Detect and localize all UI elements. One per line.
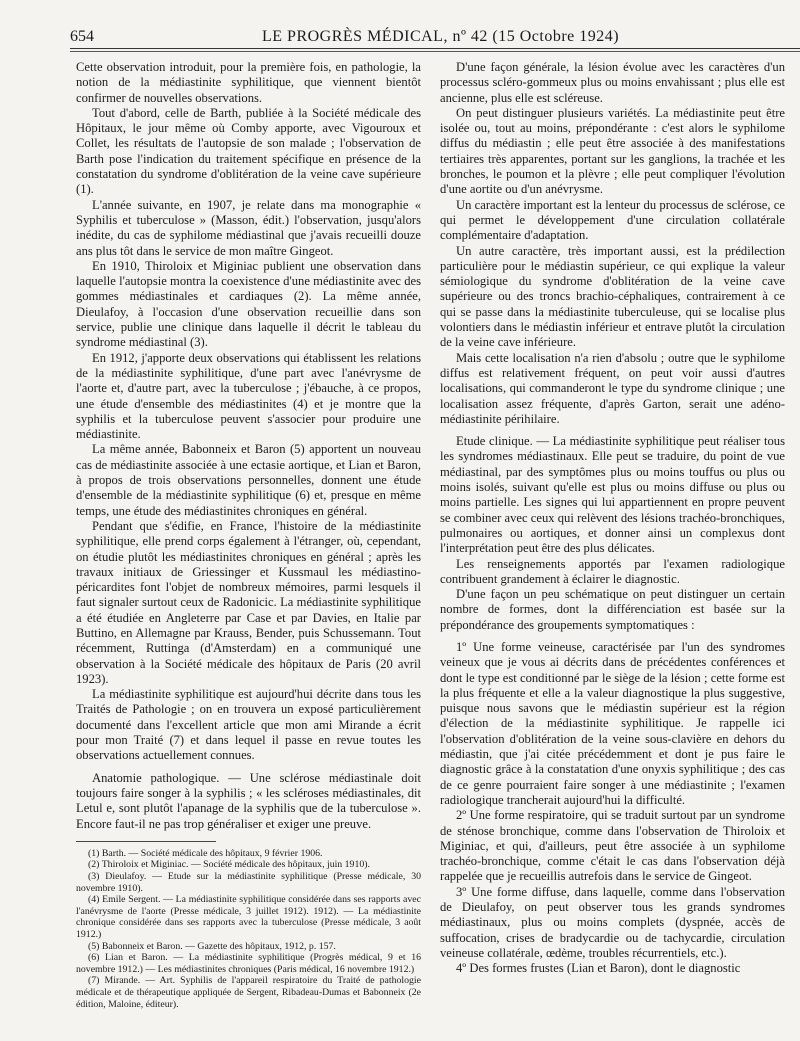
paragraph: Mais cette localisation n'a rien d'absolu ; outre que le syphilome diffus est relativement fréquent, on peut voir aussi d'autres localisations, qui commanderont le type du syndrome clinique ; une localisation assez fréquente, d'après Garton, serait une adéno-médiastinite périhilaire. <box>440 350 785 426</box>
header-rule <box>70 48 800 49</box>
running-title: LE PROGRÈS MÉDICAL, nº 42 (15 Octobre 1924) <box>262 28 620 45</box>
footnote: (5) Babonneix et Baron. — Gazette des hôpitaux, 1912, p. 157. <box>88 940 336 952</box>
paragraph: La même année, Babonneix et Baron (5) apportent un nouveau cas de médiastinite associée à une ectasie aortique, et Lian et Baron, à propos de trois observations personnelles, donnent une étude d'ensemble de la médiastinite syphilitique (6) et, presque en même temps, une étude des médiastinites chroniques en général. <box>76 442 421 518</box>
paragraph: D'une façon un peu schématique on peut distinguer un certain nombre de formes, dont la différenciation est basée sur la prépondérance des groupements symptomatiques : <box>440 587 785 632</box>
page-number: 654 <box>70 28 94 45</box>
footnote: (3) Dieulafoy. — Etude sur la médiastinite syphilitique (Presse médicale, 30 novembre 1910). <box>76 871 421 894</box>
section-paragraph-etude-clinique: Etude clinique. — La médiastinite syphilitique peut réaliser tous les syndromes médiastinaux. Elle peut se traduire, du point de vue médiastinal, par des symptômes plus ou moins touffus ou plus ou moins isolés, suivant qu'elle est plus ou moins diffuse ou plus ou moins partielle. Les signes qui lui appartiennent en propre peuvent se combiner avec ceux qui relèvent des lésions trachéo-bronchiques, pulmonaires ou aortiques, et donner ainsi un complexus dont l'interprétation peut être des plus délicates. <box>440 434 785 556</box>
footnote: (4) Emile Sergent. — La médiastinite syphilitique considérée dans ses rapports avec l'anévrysme de l'aorte (Presse médicale, 3 juillet 1912). 1912). — La médiastinite chronique considérée dans ses rapports avec la tuberculose (Presse médicale, 3 août 1912.) <box>76 894 421 940</box>
paragraph-formes-frustes: 4º Des formes frustes (Lian et Baron), dont le diagnostic <box>456 961 741 976</box>
header-rule-thin <box>70 51 800 52</box>
paragraph: Un caractère important est la lenteur du processus de sclérose, ce qui permet le développement d'une circulation collatérale complémentaire d'adaptation. <box>440 197 785 243</box>
footnotes <box>76 848 421 1010</box>
footnote-rule <box>76 841 216 842</box>
footnote: (7) Mirande. — Art. Syphilis de l'appareil respiratoire du Traité de pathologie médicale et de thérapeutique appliquée de Sergent, Ribadeau-Dumas et Babonneix (2e édition, Maloine, éditeur). <box>76 975 421 1010</box>
paragraph: L'année suivante, en 1907, je relate dans ma monographie « Syphilis et tuberculose » (Masson, édit.) l'observation, jusqu'alors inédite, du cas de syphilome médiastinal que j'avais recueilli douze ans plus tôt dans le service de mon maître Gingeot. <box>76 197 421 258</box>
footnote: (6) Lian et Baron. — La médiastinite syphilitique (Progrès médical, 9 et 16 novembre 1912.) — Les médiastinites chroniques (Paris médical, 16 novembre 1912.) <box>76 952 421 975</box>
paragraph: La médiastinite syphilitique est aujourd'hui décrite dans tous les Traités de Pathologie ; on en trouvera un exposé particulièrement documenté dans l'excellent article que mon ami Mirande a écrit pour mon Traité (7) et dans lequel il passe en revue toutes les observations actuellement connues. <box>76 687 421 763</box>
left-column <box>76 60 421 1010</box>
paragraph: Cette observation introduit, pour la première fois, en pathologie, la notion de la médiastinite syphilitique, que viennent bientôt confirmer de nouvelles observations. <box>76 60 421 105</box>
paragraph-forme-respiratoire: 2º Une forme respiratoire, qui se traduit surtout par un syndrome de sténose bronchique, comme dans l'observation de Thiroloix et Miginiac, et qui, d'ailleurs, peut être associée à un syphilome trachéo-bronchique, comme c'était le cas dans l'observation déjà rappelée que je recueillis autrefois dans le service de Gingeot. <box>440 808 785 884</box>
paragraph: Les renseignements apportés par l'examen radiologique contribuent grandement à éclairer le diagnostic. <box>440 556 785 586</box>
footnote: (2) Thiroloix et Miginiac. — Société médicale des hôpitaux, juin 1910). <box>88 859 370 871</box>
paragraph: Pendant que s'édifie, en France, l'histoire de la médiastinite syphilitique, elle prend corps également à l'étranger, où, cependant, on étudie plutôt les médiastinites chroniques en général ; après les travaux initiaux de Griessinger et Kussmaul les médiastino-péricardites font l'objet de nombreux mémoires, parmi lesquels il faut signaler surtout ceux de Radonicic. La médiastinite syphilitique a été étudiée en Angleterre par Case et par Davies, en Italie par Buttino, en Allemagne par Krauss, Bender, puis Schussemann. Tout récemment, Ruttinga (d'Amsterdam) en a communiqué une observation à la Société médicale des hôpitaux de Paris (20 avril 1923). <box>76 518 421 686</box>
paragraph-forme-diffuse: 3º Une forme diffuse, dans laquelle, comme dans l'observation de Dieulafoy, on peut observer tous les grands syndromes médiastinaux, plus ou moins complets (dyspnée, accès de suffocation, crises de bradycardie ou de tachycardie, circulation veineuse collatérale, œdème, troubles récurrentiels, etc.). <box>440 884 785 960</box>
paragraph: D'une façon générale, la lésion évolue avec les caractères d'un processus scléro-gommeux plus ou moins envahissant ; plus elle est ancienne, plus elle est scléreuse. <box>440 60 785 105</box>
paragraph: En 1910, Thiroloix et Miginiac publient une observation dans laquelle l'autopsie montra la coexistence d'une médiastinite avec des gommes médiastinales et cardiaques (2). La même année, Dieulafoy, à l'occasion d'une observation recueillie dans son service, publie une clinique dans laquelle il décrit le tableau du syndrome médiastinal (3). <box>76 258 421 350</box>
section-paragraph-anatomie: Anatomie pathologique. — Une sclérose médiastinale doit toujours faire songer à la syphilis ; « les scléroses médiastinales, dit Letul e, sont plutôt l'apanage de la syphilis que de la tuberculose ». Encore faut-il ne pas trop généraliser et exiger une preuve. <box>76 770 421 831</box>
paragraph: En 1912, j'apporte deux observations qui établissent les relations de la médiastinite syphilitique, d'une part avec l'anévrysme de l'aorte et, d'autre part, avec la tuberculose ; j'ébauche, à ce propos, une étude d'ensemble des médiastinites (4) et je montre que la syphilis et la tuberculose peuvent s'associer pour produire une médiastinite. <box>76 350 421 442</box>
paragraph: Un autre caractère, très important aussi, est la prédilection particulière pour le médiastin supérieur, ce qui explique la valeur sémiologique du syndrome d'oblitération de la veine cave supérieure ou des troncs brachio-céphaliques, contrairement à ce qui se passe dans la médiastinite tuberculeuse, qui se localise plus volontiers dans le médiastin inférieur et entrave plutôt la circulation de la veine cave inférieure. <box>440 243 785 350</box>
right-column <box>440 60 785 977</box>
footnote: (1) Barth. — Société médicale des hôpitaux, 9 février 1906. <box>88 847 323 859</box>
paragraph: On peut distinguer plusieurs variétés. La médiastinite peut être isolée ou, tout au moins, prépondérante : c'est alors le syphilome diffus du médiastin ; elle peut être associée à des manifestations tertiaires très apparentes, portant sur les ganglions, la trachée et les bronches, le poumon et la plèvre ; elle peut compliquer l'évolution d'une aortite ou d'un anévrysme. <box>440 105 785 197</box>
paragraph: Tout d'abord, celle de Barth, publiée à la Société médicale des Hôpitaux, le jour même où Comby apporte, avec Vigouroux et Collet, les résultats de l'autopsie de son malade ; l'observation de Barth pose l'indication du traitement spécifique en présence de la constatation du syndrome d'oblitération de la veine cave supérieure (1). <box>76 105 421 197</box>
page-header <box>70 24 800 46</box>
paragraph-forme-veineuse: 1º Une forme veineuse, caractérisée par l'un des syndromes veineux que je vous ai décrits dans de précédentes conférences et dont le type est conditionné par le siège de la lésion ; cette forme est la plus fréquente et elle a la valeur diagnostique la plus suggestive, puisque nous savons que le médiastin supérieur est la région d'élection de la médiastinite syphilitique. Je rappelle ici l'observation d'oblitération de la veine sous-clavière en dehors du médiastin, que j'ai citée précédemment et dont je pus faire le diagnostic grâce à la constatation d'une onyxis syphilitique ; des cas de ce genre pourraient faire songer à une médiastinite ; l'examen radiologique trancherait aujourd'hui la difficulté. <box>440 639 785 807</box>
